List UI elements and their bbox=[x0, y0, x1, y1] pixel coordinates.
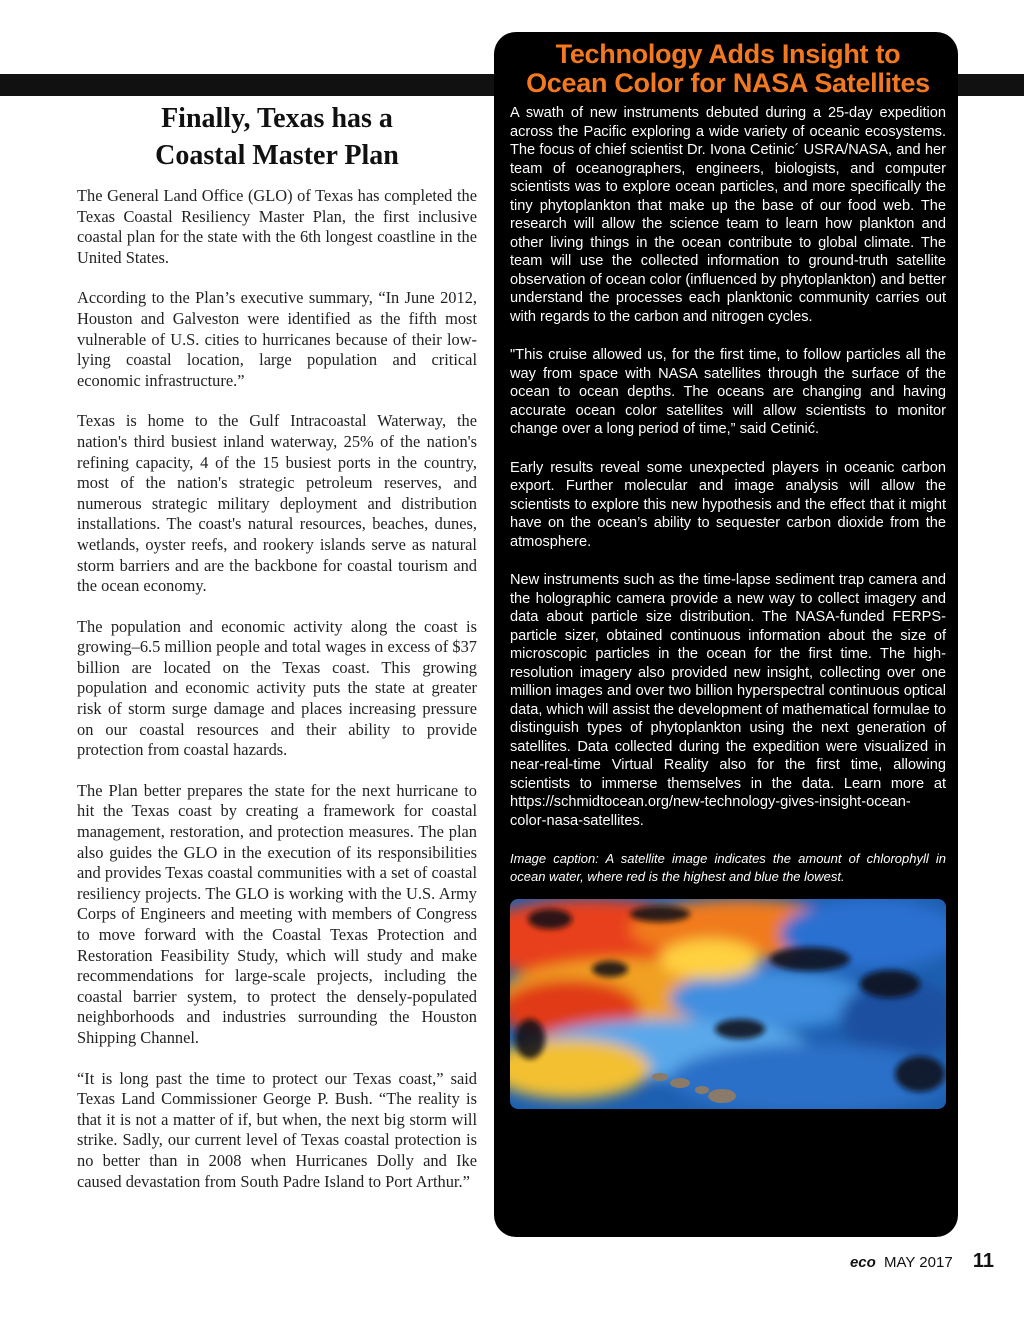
right-paragraph: Early results reveal some unexpected players in oceanic carbon export. Further molecular and image analysis will allow the scientists to explore this new hypothesis and the effect that it might have on the ocean’s ability to sequester carbon dioxide from the atmosphere. bbox=[510, 459, 946, 550]
right-title-line1: Technology Adds Insight to bbox=[555, 39, 901, 69]
left-paragraph: The General Land Office (GLO) of Texas has completed the Texas Coastal Resiliency Master Plan, the first inclusive coastal plan for the state with the 6th longest coastline in the United States. bbox=[77, 186, 477, 267]
right-paragraph: New instruments such as the time-lapse sediment trap camera and the holographic camera provide a new way to collect imagery and data about particle size distribution. The NASA-funded FERPS-particle sizer, obtained continuous information about the size of microscopic particles in the ocean for the first time. The high-resolution imagery also provided new insight, collecting over one million images and over two billion hyperspectral continuous optical data, which will assist the development of mathematical formulae to distinguish types of phytoplankton using the next generation of satellites. Data collected during the expedition were visualized in near-real-time Virtual Reality also for the first time, allowing scientists to immerse themselves in the data. Learn more at https://schmidtocean.org/new-technology-gives-insight-ocean-color-nasa-satellites. bbox=[510, 572, 946, 829]
left-title-line1: Finally, Texas has a bbox=[161, 103, 393, 134]
page-footer bbox=[850, 1250, 994, 1273]
issue-date: MAY 2017 bbox=[884, 1254, 953, 1271]
right-paragraph: "This cruise allowed us, for the first time, to follow particles all the way from space with NASA satellites through the surface of the ocean to ocean depths. The oceans are changing and having accurate ocean color satellites will allow scientists to monitor change over a long period of time,” said Cetinić. bbox=[510, 347, 946, 437]
satellite-chlorophyll-image bbox=[510, 899, 946, 1109]
page-number: 11 bbox=[972, 1250, 994, 1272]
right-title-line2: Ocean Color for NASA Satellites bbox=[526, 68, 930, 98]
left-paragraph: The Plan better prepares the state for the next hurricane to hit the Texas coast by creating a framework for coastal management, restoration, and protection measures. The plan also guides the GLO in the execution of its responsibilities and provides Texas coastal communities with a set of coastal resiliency projects. The GLO is working with the U.S. Army Corps of Engineers and meeting with members of Congress to move forward with the Coastal Texas Protection and Restoration Feasibility Study, which will study and make recommendations for large-scale projects, including the coastal barrier system, to protect the densely-populated neighborhoods and industries surrounding the Houston Shipping Channel. bbox=[77, 780, 477, 1047]
left-paragraph: The population and economic activity along the coast is growing–6.5 million people and total wages in excess of $37 billion are located on the Texas coast. This growing population and economic activity puts the state at greater risk of storm surge damage and places increasing pressure on our coastal resources and their ability to provide protection from coastal hazards. bbox=[77, 616, 477, 760]
right-article-title bbox=[510, 40, 946, 98]
left-article-title bbox=[77, 100, 477, 174]
left-article bbox=[77, 100, 477, 1212]
left-title-line2: Coastal Master Plan bbox=[155, 140, 399, 171]
image-caption: Image caption: A satellite image indicates the amount of chlorophyll in ocean water, where red is the highest and blue the lowest. bbox=[510, 851, 946, 884]
right-paragraph: A swath of new instruments debuted during a 25-day expedition across the Pacific exploring a wide variety of oceanic ecosystems. The focus of chief scientist Dr. Ivona Cetinic´ USRA/NASA, and her team of oceanographers, engineers, biologists, and computer scientists was to explore ocean particles, and more specifically the tiny phytoplankton that make up the base of our food web. The research will allow the science team to learn how plankton and other living things in the ocean contribute to global climate. The team will use the collected information to ground-truth satellite observation of ocean color (influenced by phytoplankton) and better understand the processes each planktonic community carries out with regards to the carbon and nitrogen cycles. bbox=[510, 105, 946, 325]
magazine-brand: eco bbox=[849, 1254, 876, 1271]
right-article-box bbox=[494, 32, 958, 1237]
left-paragraph: Texas is home to the Gulf Intracoastal Waterway, the nation's third busiest inland waterway, 25% of the nation's refining capacity, 4 of the 15 busiest ports in the country, most of the nation's strategic petroleum reserves, and numerous strategic military deployment and distribution installations. The coast's natural resources, beaches, dunes, wetlands, oyster reefs, and rookery islands serve as natural storm barriers and are the backbone for coastal tourism and the ocean economy. bbox=[77, 411, 477, 596]
left-paragraph: “It is long past the time to protect our Texas coast,” said Texas Land Commissioner George P. Bush. “The reality is that it is not a matter of if, but when, the next big storm will strike. Sadly, our current level of Texas coastal protection is no better than in 2008 when Hurricanes Dolly and Ike caused devastation from South Padre Island to Port Arthur.” bbox=[77, 1068, 477, 1191]
left-paragraph: According to the Plan’s executive summary, “In June 2012, Houston and Galveston were identified as the fifth most vulnerable of U.S. cities to hurricanes because of their low-lying coastal location, large population and critical economic infrastructure.” bbox=[77, 288, 477, 390]
